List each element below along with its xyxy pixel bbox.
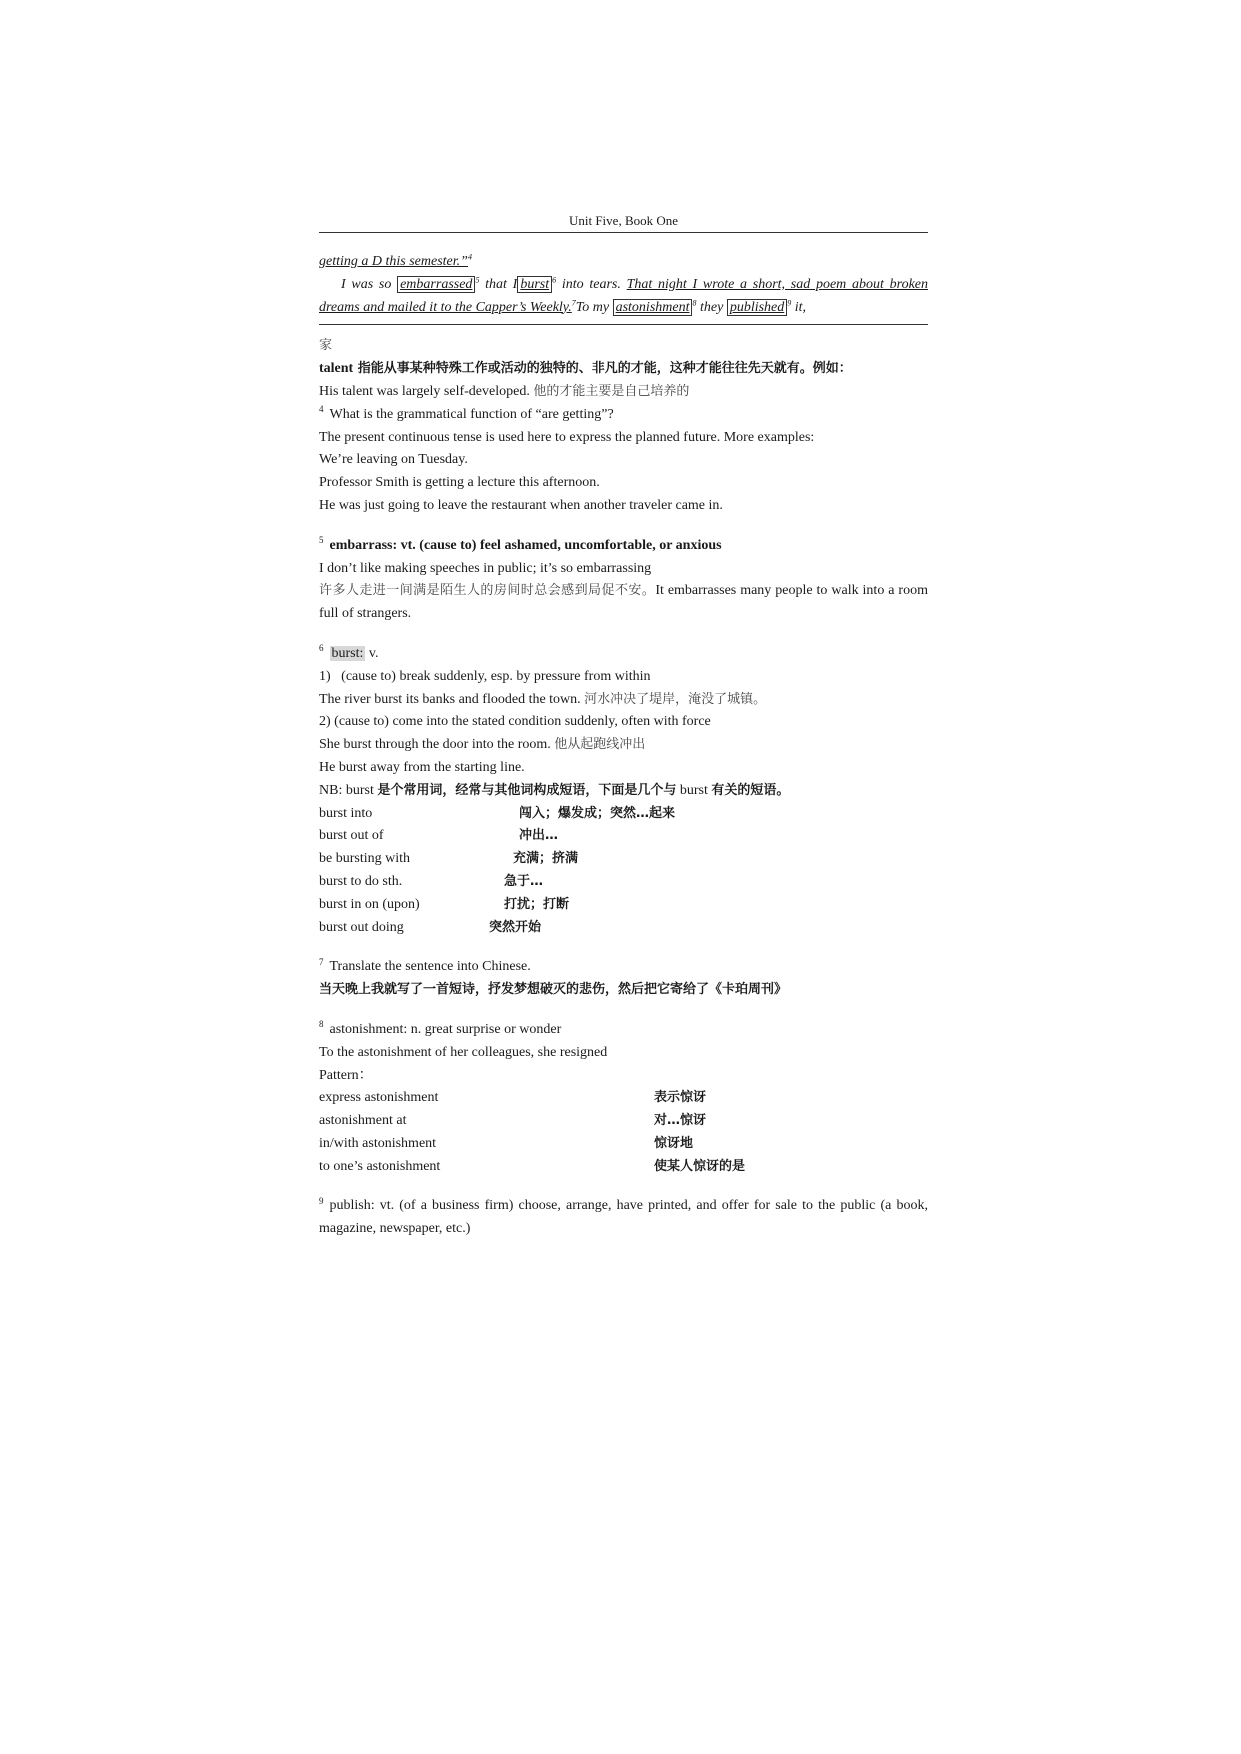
excerpt-line-1: getting a D this semester.”$^4$ [319,252,472,269]
note-8-pattern-label: Pattern： [319,1067,373,1083]
footnote-ref-8[interactable]: 8 [692,297,697,307]
phrase-row: burst in on (upon) 打扰；打断 [319,896,570,912]
pattern-row: to one’s astonishment 使某人惊讶的是 [319,1158,746,1174]
note-6 [319,643,928,939]
excerpt-paragraph: I was so embarrassed $^5$ that I burst $^6$ into tears. That night I wrote a short, sad poem about broken dreams and mailed it to the Capper’s Weekly.$^7$To my astonishment $^8$ they published $^9$ it, [319,275,928,315]
text-excerpt [319,251,928,319]
note-6-sense-1: 1) (cause to) break suddenly, esp. by pressure from within [319,668,651,684]
phrase-row: be bursting with 充满；挤满 [319,851,579,867]
note-7-instruction: $^7$ Translate the sentence into Chinese. [319,956,531,975]
note-7 [319,956,928,1002]
note-4-line: He was just going to leave the restaurant when another traveler came in. [319,497,723,513]
continued-text: 家 [319,338,333,354]
note-7-translation: 当天晚上我就写了一首短诗，抒发梦想破灭的悲伤，然后把它寄给了《卡珀周刊》 [319,982,788,998]
footnote-ref-9[interactable]: 9 [787,297,792,307]
note-talent [319,335,928,403]
note-6-heading: $^6$ burst: v. [319,643,379,661]
note-4-line: The present continuous tense is used here to express the planned future. More examples: [319,429,815,445]
note-5-example: 许多人走进一间满是陌生人的房间时总会感到局促不安。It embarrasses many people to walk into a room full of strangers. [319,583,928,622]
note-6-nb: NB: burst 是个常用词，经常与其他词构成短语，下面是几个与 burst 有关的短语。 [319,782,790,798]
pattern-row: astonishment at 对…惊讶 [319,1113,707,1129]
keyword-astonishment[interactable]: astonishment [613,299,693,316]
note-4 [319,404,928,518]
document-page [319,212,928,1241]
footnote-ref-5[interactable]: 5 [475,275,480,285]
talent-example: His talent was largely self-developed. 他的才能主要是自己培养的 [319,383,690,399]
note-4-line: We’re leaving on Tuesday. [319,452,468,468]
note-8-heading: $^8$ astonishment: n. great surprise or wonder [319,1019,562,1037]
keyword-embarrassed[interactable]: embarrassed [397,276,475,293]
highlighted-term: burst: [331,645,364,661]
footnote-separator [319,324,928,325]
pattern-row: in/with astonishment 惊讶地 [319,1135,694,1151]
note-8 [319,1019,928,1179]
footnote-ref-6[interactable]: 6 [552,275,557,285]
note-6-example: He burst away from the starting line. [319,759,525,775]
note-4-question: $^4$ What is the grammatical function of “are getting”? [319,404,614,422]
phrase-row: burst into 闯入；爆发成；突然…起来 [319,805,676,821]
note-6-sense-2: 2) (cause to) come into the stated condition suddenly, often with force [319,714,711,730]
phrase-row: burst out of 冲出… [319,828,559,844]
note-8-example: To the astonishment of her colleagues, she resigned [319,1044,608,1060]
note-6-example: She burst through the door into the room. 他从起跑线冲出 [319,737,646,753]
phrase-row: burst to do sth. 急于… [319,873,544,889]
footnote-ref-7[interactable]: 7 [571,297,576,307]
note-5-example: I don’t like making speeches in public; it’s so embarrassing [319,560,652,576]
talent-definition: talent 指能从事某种特殊工作或活动的独特的、非凡的才能，这种才能往往先天就有。例如： [319,361,852,377]
keyword-burst[interactable]: burst [517,276,552,293]
note-6-example: The river burst its banks and flooded the town. 河水冲决了堤岸，淹没了城镇。 [319,691,767,707]
note-5 [319,535,928,626]
note-9-definition: $^9$ publish: vt. (of a business firm) choose, arrange, have printed, and offer for sale to the public (a book, magazine, newspaper, etc.) [319,1195,928,1237]
keyword-published[interactable]: published [727,299,787,316]
pattern-row: express astonishment 表示惊讶 [319,1090,707,1106]
running-header: Unit Five, Book One [319,212,928,233]
phrase-row: burst out doing 突然开始 [319,919,542,935]
note-5-heading: $^5$ embarrass: vt. (cause to) feel ashamed, uncomfortable, or anxious [319,535,722,553]
footnote-ref-4[interactable]: 4 [467,252,472,262]
translation-target-sentence: That night I wrote a short, sad poem about broken dreams and mailed it to the Capper’s Weekly. [319,276,928,315]
note-4-line: Professor Smith is getting a lecture this afternoon. [319,475,600,491]
note-9 [319,1195,928,1241]
